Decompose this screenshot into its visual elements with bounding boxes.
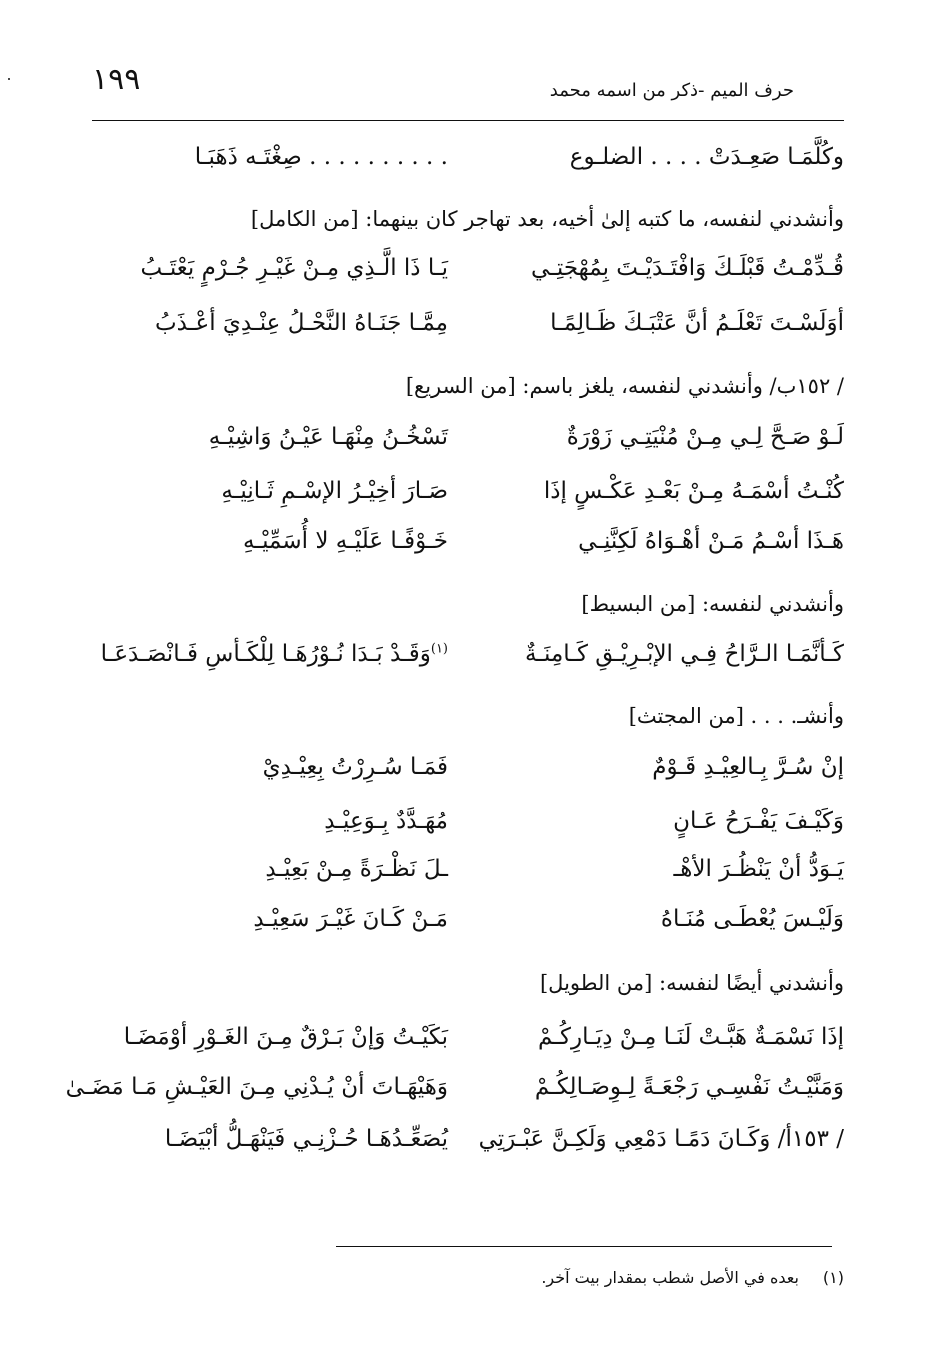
footnote	[541, 1268, 844, 1287]
verse-hemistich-1: وَلَيْـسَ يُعْطَـى مُنَـاهُ	[660, 906, 844, 932]
verse-hemistich-2: يُصَعِّـدُهَـا حُـزْنِـي فَيَنْهَـلُّ أبْيَضَـا	[164, 1126, 448, 1152]
intro-line: وأنشدني أيضًا لنفسه: [من الطويل]	[539, 971, 844, 995]
verse-hemistich-2: $^{(١)}$وَقَـدْ بَـدَا نُـوْرُهَـا لِلْكَـأسِ فَـانْصَـدَعَـا	[100, 641, 448, 667]
footnote-rule	[336, 1246, 832, 1247]
verse-hemistich-2: مِمَّـا جَنَـاهُ النَّحْـلُ عِنْـدِيَ أعْـذَبُ	[155, 310, 448, 336]
header-rule	[92, 120, 844, 121]
intro-line: وأنشـ. . . . [من المجتث]	[628, 704, 844, 728]
footnote-marker: (١)	[430, 641, 448, 657]
verse-hemistich-2: بَكَيْـتُ وَإنْ بَـرْقٌ مِـنَ الغَـوْرِ أوْمَضَـا	[123, 1024, 448, 1050]
intro-line: وأنشدني لنفسه، ما كتبه إلىٰ أخيه، بعد تهاجر كان بينهما: [من الكامل]	[250, 207, 844, 231]
margin-speck	[8, 78, 10, 80]
verse-hemistich-2: وَهَيْهَـاتَ أنْ يُـدْنِي مِـنَ العَيْـشِ مَـا مَضَـىٰ	[65, 1074, 448, 1100]
intro-line: / ١٥٢ب/ وأنشدني لنفسه، يلغز باسم: [من السريع]	[405, 374, 844, 398]
verse-hemistich-2: ـلَ نَظْـرَةً مِـنْ بَعِيْـدِ	[265, 856, 448, 882]
verse-hemistich-1: قُـدِّمْـتُ قَبْلَـكَ وَافْتَـدَيْـتَ بِمُهْجَتِـي	[530, 255, 844, 281]
footnote-text: بعده في الأصل شطب بمقدار بيت آخر.	[541, 1268, 799, 1287]
running-head: حرف الميم -ذكر من اسمه محمد	[549, 80, 794, 101]
intro-line: وأنشدني لنفسه: [من البسيط]	[581, 592, 844, 616]
verse-hemistich-1: كُنْـتُ أسْمَـهُ مِـنْ بَعْـدِ عَكْـسٍ إذَا	[543, 478, 844, 504]
verse-hemistich-1: هَـذَا أسْـمُ مَـنْ أهْـوَاهُ لَكِنَّنِـي	[578, 528, 844, 554]
verse-hemistich-1: أوَلَسْـتَ تَعْلَـمُ أنَّ عَتْبَـكَ ظَـالِمًـا	[550, 310, 844, 336]
verse-hemistich-1: / ١٥٣أ/ وَكَـانَ دَمًـا دَمْعِي وَلَكِـنَّ عَبْـرَتِي	[478, 1126, 844, 1152]
verse-hemistich-2: . . . . . . . . . . صِغْتَـه ذَهَبَـا	[194, 144, 448, 170]
verse-hemistich-2: تَسْخُـنُ مِنْهَـا عَيْـنُ وَاشِيْـهِ	[208, 424, 448, 450]
verse-hemistich-1: إذَا نَسْمَـةٌ هَبَّـتْ لَنَـا مِـنْ دِيَـارِكُـمْ	[537, 1024, 844, 1050]
verse-hemistich-1: إنْ سُـرَّ بِـالعِيْـدِ قَـوْمٌ	[652, 754, 844, 780]
verse-hemistich-1: وكُلَّمَـا صَعِـدَتْ . . . . الضلـوع	[569, 144, 844, 170]
verse-hemistich-2: يَـا ذَا الَّـذِي مِـنْ غَيْـرِ جُـرْمٍ يَعْتَـبُ	[140, 255, 448, 281]
verse-hemistich-2: مَـنْ كَـانَ غَيْـرَ سَعِيْـدِ	[253, 906, 448, 932]
verse-hemistich-2: صَـارَ أخِيْـرُ الإسْـمِ ثَـانِيْـهِ	[221, 478, 448, 504]
verse-hemistich-1: وَمَنَّيْـتُ نَفْسِـي رَجْعَـةً لِـوِصَـالِكُـمْ	[534, 1074, 844, 1100]
verse-hemistich-1: كَـأنَّمَـا الـرَّاحُ فِـي الإبْـرِيْـقِ كَـامِنَـةٌ	[524, 641, 844, 667]
verse-hemistich-2: فَمَـا سُـرِرْتُ بِعِيْـدِيْ	[262, 754, 448, 780]
footnote-number: (١)	[822, 1268, 844, 1287]
verse-hemistich-1: لَـوْ صَـحَّ لِـي مِـنْ مُنْيَتِـي زَوْرَةٌ	[566, 424, 844, 450]
verse-hemistich-1: وَكَيْـفَ يَفْـرَحُ عَـانٍ	[673, 808, 844, 834]
page-number: ١٩٩	[92, 62, 141, 97]
verse-hemistich-1: يَـوَدُّ أنْ يَنْظُـرَ الأهْـ	[673, 856, 844, 882]
verse-hemistich-2: مُهَـدَّدٌ بِـوَعِيْـدِ	[324, 808, 448, 834]
verse-hemistich-2: خَـوْفًـا عَلَيْـهِ لا أُسَمِّيْـهِ	[243, 528, 448, 554]
